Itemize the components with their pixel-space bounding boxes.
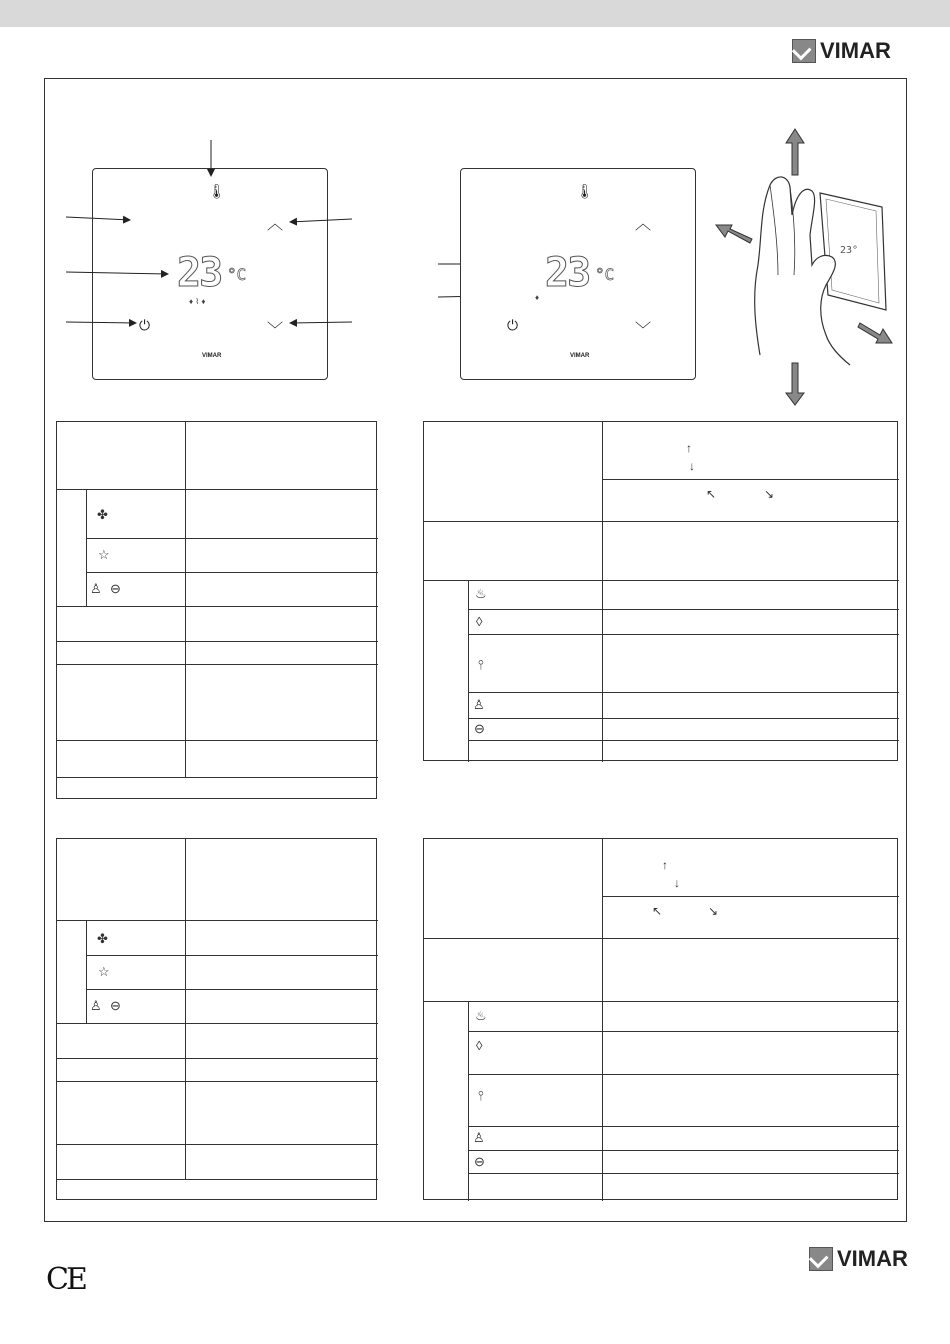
status-icons: ♦ ⌇ ♦ (189, 297, 206, 306)
person-icon: ♙ (473, 1130, 485, 1145)
minus-circle-icon: ⊖ (474, 1154, 485, 1169)
callout-arrow (290, 322, 352, 323)
temperature-unit: °C (595, 265, 615, 284)
arrow-down-icon: ↓ (674, 876, 680, 890)
chevron-up-icon: ︿ (267, 216, 284, 233)
drop-icon: ◊ (476, 1038, 483, 1053)
device-logo: VIMAR (570, 353, 590, 359)
table-c (423, 421, 898, 761)
star-icon: ☆ (98, 547, 110, 562)
power-icon: ⏻ (139, 317, 151, 333)
drop-icon: ◊ (476, 614, 483, 629)
thermometer-icon: 🌡 (576, 183, 594, 199)
chevron-up-icon: ︿ (635, 216, 652, 233)
star-icon: ☆ (98, 964, 110, 979)
svg-text:23°: 23° (840, 245, 859, 256)
callout-arrow (66, 217, 130, 220)
fan-icon: ✤ (97, 931, 108, 946)
callout-arrow (290, 219, 352, 222)
callout-arrow (66, 272, 168, 274)
vimar-logo-text: VIMAR (837, 1246, 908, 1271)
arrow-right-icon: ↘ (708, 904, 719, 918)
flame-icon: ♨ (475, 586, 487, 601)
temperature-display: 23 (177, 250, 222, 296)
vimar-logo-mark (809, 1247, 833, 1271)
table-b (56, 838, 377, 1200)
minus-circle-icon: ⊖ (110, 581, 121, 596)
chevron-down-icon: ﹀ (635, 322, 652, 339)
arrow-up-icon: ↑ (662, 858, 668, 872)
table-a (56, 421, 377, 799)
vimar-logo-text: VIMAR (820, 38, 891, 63)
drop-icon: ♦ (535, 293, 540, 302)
arrow-left-icon: ↖ (652, 904, 663, 918)
arrow-up-icon: ↑ (686, 441, 692, 455)
chevron-down-icon: ﹀ (267, 322, 284, 339)
flame-icon: ♨ (475, 1008, 487, 1023)
thermometer-icon: ⫯ (478, 657, 484, 672)
thermometer-icon: 🌡 (208, 183, 226, 199)
hand-gesture-illustration (700, 125, 900, 410)
arrow-right-icon: ↘ (764, 487, 775, 501)
person-icon: ♙ (90, 998, 102, 1013)
vimar-logo-bottom (809, 1246, 908, 1272)
ce-mark: CE (46, 1262, 85, 1297)
device-logo: VIMAR (202, 353, 222, 359)
person-icon: ♙ (473, 697, 485, 712)
thermostat-device-2 (460, 168, 696, 380)
minus-circle-icon: ⊖ (110, 998, 121, 1013)
thermometer-icon: ⫯ (478, 1088, 484, 1103)
callout-arrow (66, 322, 136, 323)
temperature-display: 23 (545, 250, 590, 296)
fan-icon: ✤ (97, 507, 108, 522)
person-icon: ♙ (90, 581, 102, 596)
minus-circle-icon: ⊖ (474, 721, 485, 736)
table-d (423, 838, 898, 1200)
temperature-unit: °C (227, 265, 247, 284)
arrow-left-icon: ↖ (706, 487, 717, 501)
power-icon: ⏻ (507, 317, 519, 333)
arrow-down-icon: ↓ (689, 459, 695, 473)
